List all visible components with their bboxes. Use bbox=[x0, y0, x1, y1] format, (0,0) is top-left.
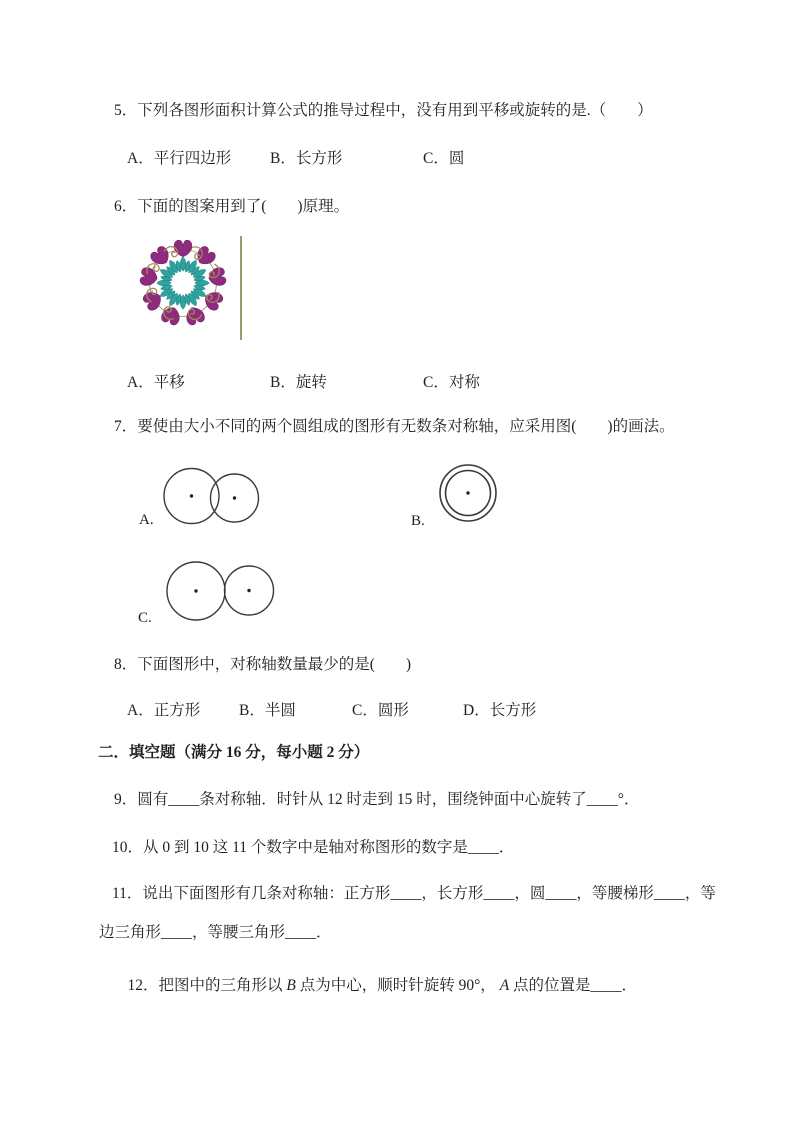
diagram-c-label: C. bbox=[138, 610, 152, 626]
diagram-a-label: A. bbox=[139, 512, 154, 528]
vertical-divider-line bbox=[240, 236, 242, 340]
question-10-text: 10．从 0 到 10 这 11 个数字中是轴对称图形的数字是____． bbox=[112, 839, 515, 856]
q6-option-b: B．旋转 bbox=[270, 374, 327, 391]
q8-option-d: D．长方形 bbox=[463, 702, 537, 719]
q5-option-c: C．圆 bbox=[423, 150, 465, 167]
question-12-text bbox=[112, 956, 637, 1016]
q8-option-b: B．半圆 bbox=[239, 702, 296, 719]
question-7-text: 7．要使由大小不同的两个圆组成的图形有无数条对称轴，应采用图( )的画法。 bbox=[114, 418, 675, 435]
diagram-a-overlapping-circles bbox=[160, 464, 264, 528]
q12-point-a: A bbox=[499, 977, 510, 994]
question-8-text: 8．下面图形中，对称轴数量最少的是( ) bbox=[114, 656, 412, 673]
question-5-text: 5．下列各图形面积计算公式的推导过程中，没有用到平移或旋转的是.（ ） bbox=[114, 102, 653, 119]
rosette-pattern-image bbox=[136, 236, 230, 330]
question-6-text: 6．下面的图案用到了( )原理。 bbox=[114, 198, 350, 215]
q12-point-b: B bbox=[286, 977, 296, 994]
q5-option-b: B．长方形 bbox=[270, 150, 343, 167]
question-9-text: 9．圆有____条对称轴．时针从 12 时走到 15 时，围绕钟面中心旋转了____°． bbox=[114, 791, 640, 808]
diagram-c-tangent-circles bbox=[164, 558, 278, 626]
q8-option-c: C．圆形 bbox=[352, 702, 409, 719]
question-11-text: 11．说出下面图形有几条对称轴：正方形____，长方形____，圆____，等腰梯形____，等边三角形____，等腰三角形____． bbox=[99, 885, 716, 941]
q8-option-a: A．正方形 bbox=[127, 702, 201, 719]
q12-text-pre: 12．把图中的三角形以 bbox=[127, 977, 287, 994]
q6-option-c: C．对称 bbox=[423, 374, 480, 391]
q6-option-a: A．平移 bbox=[127, 374, 185, 391]
diagram-b-concentric-circles bbox=[436, 461, 502, 527]
q12-text-mid: 点为中心，顺时针旋转 90°， bbox=[295, 977, 500, 994]
question-5-options bbox=[0, 149, 793, 169]
question-6-options bbox=[0, 373, 793, 393]
q12-text-post: 点的位置是____． bbox=[509, 977, 638, 994]
diagram-b-label: B. bbox=[411, 513, 425, 529]
q5-option-a: A．平行四边形 bbox=[127, 150, 232, 167]
question-8-options bbox=[0, 701, 793, 721]
section-2-heading: 二．填空题（满分 16 分，每小题 2 分） bbox=[98, 744, 370, 761]
